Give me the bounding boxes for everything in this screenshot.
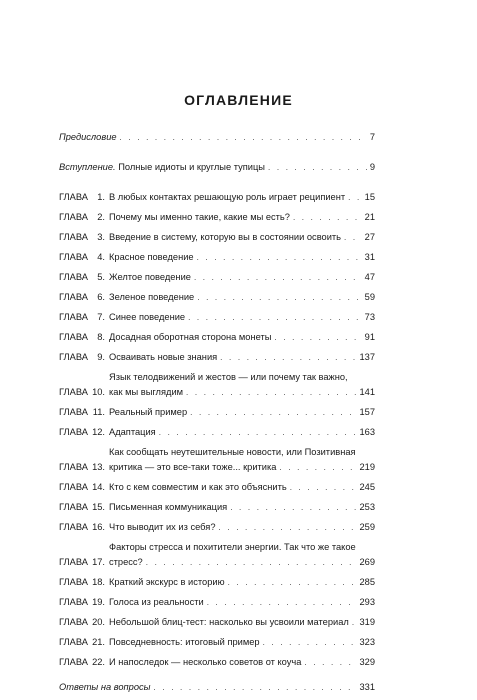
chapter-prefix: ГЛАВА (59, 252, 88, 262)
chapter-title: Что выводит их из себя? (109, 522, 216, 532)
leader-dots (304, 655, 356, 670)
toc-entry-chapter (59, 655, 375, 670)
chapter-number: 7. (97, 312, 105, 322)
toc-entry-body (59, 680, 375, 695)
chapter-prefix: ГЛАВА (59, 427, 88, 437)
toc-page-number: 253 (359, 502, 375, 512)
toc-page-number: 91 (364, 332, 375, 342)
chapter-title: Небольшой блиц-тест: насколько вы усвоили материал (109, 617, 349, 627)
toc-entry-body (109, 230, 375, 245)
chapter-number: 3. (97, 232, 105, 242)
chapter-number: 17. (92, 557, 105, 567)
toc-entry-label: Ответы на вопросы (59, 682, 151, 692)
toc-entry-chapter (59, 290, 375, 305)
toc-entry-body (109, 575, 375, 590)
leader-dots (279, 460, 356, 475)
chapter-prefix: ГЛАВА (59, 522, 88, 532)
toc-page-number: 141 (359, 387, 375, 397)
toc-entry-chapter (59, 230, 375, 245)
toc-entry-label-rest: Полные идиоты и круглые тупицы (115, 162, 265, 172)
leader-dots (159, 425, 357, 440)
toc-entry-chapter (59, 190, 375, 205)
toc-page-number: 7 (369, 132, 375, 142)
leader-dots (268, 160, 367, 175)
leader-dots (344, 230, 362, 245)
page-title: ОГЛАВЛЕНИЕ (184, 92, 293, 108)
chapter-prefix: ГЛАВА (59, 232, 88, 242)
toc-page-number: 137 (359, 352, 375, 362)
toc-page-number: 21 (364, 212, 375, 222)
chapter-list (59, 190, 375, 670)
toc-entry-body (109, 480, 375, 495)
leader-dots (220, 350, 356, 365)
chapter-number: 1. (97, 192, 105, 202)
toc-page-number: 323 (359, 637, 375, 647)
toc-entry-body (109, 595, 375, 610)
chapter-number: 2. (97, 212, 105, 222)
toc-page-number: 329 (359, 657, 375, 667)
toc-page-number: 219 (359, 462, 375, 472)
leader-dots (197, 290, 361, 305)
leader-dots (146, 555, 357, 570)
toc-entry-answers (59, 680, 375, 695)
chapter-title: Осваивать новые знания (109, 352, 218, 362)
chapter-title: как мы выглядим (109, 387, 184, 397)
toc-entry-body (109, 405, 375, 420)
toc-entry-preface (59, 130, 375, 145)
chapter-title: Реальный пример (109, 407, 188, 417)
toc-entry-label: Предисловие (59, 132, 117, 142)
chapter-title: Краткий экскурс в историю (109, 577, 225, 587)
toc-entry-body (109, 350, 375, 365)
chapter-title: Почему мы именно такие, какие мы есть? (109, 212, 290, 222)
toc-entry-chapter (59, 480, 375, 495)
leader-dots (228, 575, 357, 590)
chapter-number: 4. (97, 252, 105, 262)
toc-entry-body (109, 270, 375, 285)
chapter-prefix: ГЛАВА (59, 192, 88, 202)
toc-entry-chapter (59, 445, 375, 475)
chapter-title: стресс? (109, 557, 143, 567)
toc-entry-body (109, 425, 375, 440)
chapter-title: Досадная оборотная сторона монеты (109, 332, 272, 342)
chapter-title: Голоса из реальности (109, 597, 204, 607)
chapter-number: 22. (92, 657, 105, 667)
toc-page-number: 245 (359, 482, 375, 492)
chapter-prefix: ГЛАВА (59, 292, 88, 302)
leader-dots (352, 615, 357, 630)
chapter-number: 18. (92, 577, 105, 587)
chapter-number: 5. (97, 272, 105, 282)
toc-entry-body (109, 500, 375, 515)
toc-entry-chapter (59, 595, 375, 610)
toc-entry-body (109, 635, 375, 650)
chapter-title: Желтое поведение (109, 272, 191, 282)
chapter-number: 16. (92, 522, 105, 532)
leader-dots (348, 190, 362, 205)
toc-page-number: 269 (359, 557, 375, 567)
leader-dots (194, 270, 362, 285)
toc-page-number: 293 (359, 597, 375, 607)
toc-page-number: 47 (364, 272, 375, 282)
chapter-prefix: ГЛАВА (59, 657, 88, 667)
leader-dots (120, 130, 367, 145)
toc-page-number: 59 (364, 292, 375, 302)
toc-entry-chapter (59, 330, 375, 345)
toc-page-number: 157 (359, 407, 375, 417)
chapter-number: 8. (97, 332, 105, 342)
leader-dots (274, 330, 361, 345)
leader-dots (207, 595, 357, 610)
toc-page-number: 73 (364, 312, 375, 322)
chapter-title: Синее поведение (109, 312, 186, 322)
leader-dots (263, 635, 357, 650)
chapter-number: 15. (92, 502, 105, 512)
chapter-title: Письменная коммуникация (109, 502, 228, 512)
chapter-title: Повседневность: итоговый пример (109, 637, 260, 647)
toc-page-number: 9 (369, 162, 375, 172)
chapter-title: Факторы стресса и похитители энергии. Так что же такое (109, 542, 356, 552)
toc-entry-chapter (59, 370, 375, 400)
toc-entry-body (109, 615, 375, 630)
chapter-title: Адаптация (109, 427, 156, 437)
toc-page-number: 259 (359, 522, 375, 532)
toc-entry-body (109, 250, 375, 265)
chapter-number: 12. (92, 427, 105, 437)
leader-dots (154, 680, 357, 695)
chapter-number: 11. (92, 407, 105, 417)
toc-entry-chapter (59, 425, 375, 440)
toc-page-number: 319 (359, 617, 375, 627)
chapter-number: 14. (92, 482, 105, 492)
chapter-prefix: ГЛАВА (59, 577, 88, 587)
chapter-title: Кто с кем совместим и как это объяснить (109, 482, 287, 492)
chapter-prefix: ГЛАВА (59, 617, 88, 627)
toc-entry-body (109, 190, 375, 205)
toc-entry-body (109, 655, 375, 670)
leader-dots (197, 250, 362, 265)
chapter-title: Введение в систему, которую вы в состоянии освоить (109, 232, 342, 242)
chapter-prefix: ГЛАВА (59, 272, 88, 282)
toc-entry-chapter (59, 575, 375, 590)
toc-entry-chapter (59, 635, 375, 650)
leader-dots (230, 500, 356, 515)
chapter-title: В любых контактах решающую роль играет реципиент (109, 192, 346, 202)
toc-entry-chapter (59, 350, 375, 365)
chapter-number: 9. (97, 352, 105, 362)
leader-dots (219, 520, 357, 535)
toc-page-number: 285 (359, 577, 375, 587)
toc-entry-body (109, 310, 375, 325)
toc-entry-chapter (59, 270, 375, 285)
chapter-title: Как сообщать неутешительные новости, или Позитивная (109, 447, 356, 457)
toc-entry-chapter (59, 540, 375, 570)
leader-dots (186, 385, 356, 400)
table-of-contents (59, 130, 375, 700)
toc-entry-body (109, 290, 375, 305)
chapter-prefix: ГЛАВА (59, 332, 88, 342)
chapter-prefix: ГЛАВА (59, 482, 88, 492)
chapter-title: Красное поведение (109, 252, 194, 262)
toc-entry-body (109, 370, 375, 400)
toc-entry-chapter (59, 500, 375, 515)
toc-entry-body (59, 130, 375, 145)
chapter-number: 10. (92, 387, 105, 397)
chapter-prefix: ГЛАВА (59, 557, 88, 567)
toc-entry-label-italic: Вступление. (59, 162, 116, 172)
toc-page-number: 331 (359, 682, 375, 692)
chapter-number: 20. (92, 617, 105, 627)
toc-entry-chapter (59, 210, 375, 225)
leader-dots (290, 480, 357, 495)
chapter-prefix: ГЛАВА (59, 212, 88, 222)
toc-page-number: 163 (359, 427, 375, 437)
leader-dots (293, 210, 362, 225)
leader-dots (190, 405, 356, 420)
toc-page-number: 27 (364, 232, 375, 242)
chapter-title: критика — это все-таки тоже... критика (109, 462, 277, 472)
toc-entry-body (109, 520, 375, 535)
chapter-prefix: ГЛАВА (59, 312, 88, 322)
toc-entry-body (109, 210, 375, 225)
toc-entry-chapter (59, 405, 375, 420)
toc-entry-chapter (59, 615, 375, 630)
chapter-title: Зеленое поведение (109, 292, 195, 302)
toc-entry-body (59, 160, 375, 175)
chapter-number: 21. (92, 637, 105, 647)
chapter-prefix: ГЛАВА (59, 407, 88, 417)
chapter-prefix: ГЛАВА (59, 597, 88, 607)
toc-entry-chapter (59, 520, 375, 535)
toc-page-number: 31 (364, 252, 375, 262)
toc-entry-chapter (59, 250, 375, 265)
toc-entry-body (109, 445, 375, 475)
chapter-prefix: ГЛАВА (59, 637, 88, 647)
toc-entry-label (59, 160, 265, 175)
toc-entry-body (109, 330, 375, 345)
leader-dots (188, 310, 362, 325)
toc-entry-chapter (59, 310, 375, 325)
toc-entry-introduction (59, 160, 375, 175)
toc-entry-body (109, 540, 375, 570)
toc-page-number: 15 (364, 192, 375, 202)
chapter-number: 13. (92, 462, 105, 472)
chapter-number: 6. (97, 292, 105, 302)
chapter-prefix: ГЛАВА (59, 462, 88, 472)
chapter-prefix: ГЛАВА (59, 502, 88, 512)
chapter-prefix: ГЛАВА (59, 352, 88, 362)
chapter-prefix: ГЛАВА (59, 387, 88, 397)
chapter-number: 19. (92, 597, 105, 607)
chapter-title: И напоследок — несколько советов от коуча (109, 657, 302, 667)
chapter-title: Язык телодвижений и жестов — или почему так важно, (109, 372, 348, 382)
